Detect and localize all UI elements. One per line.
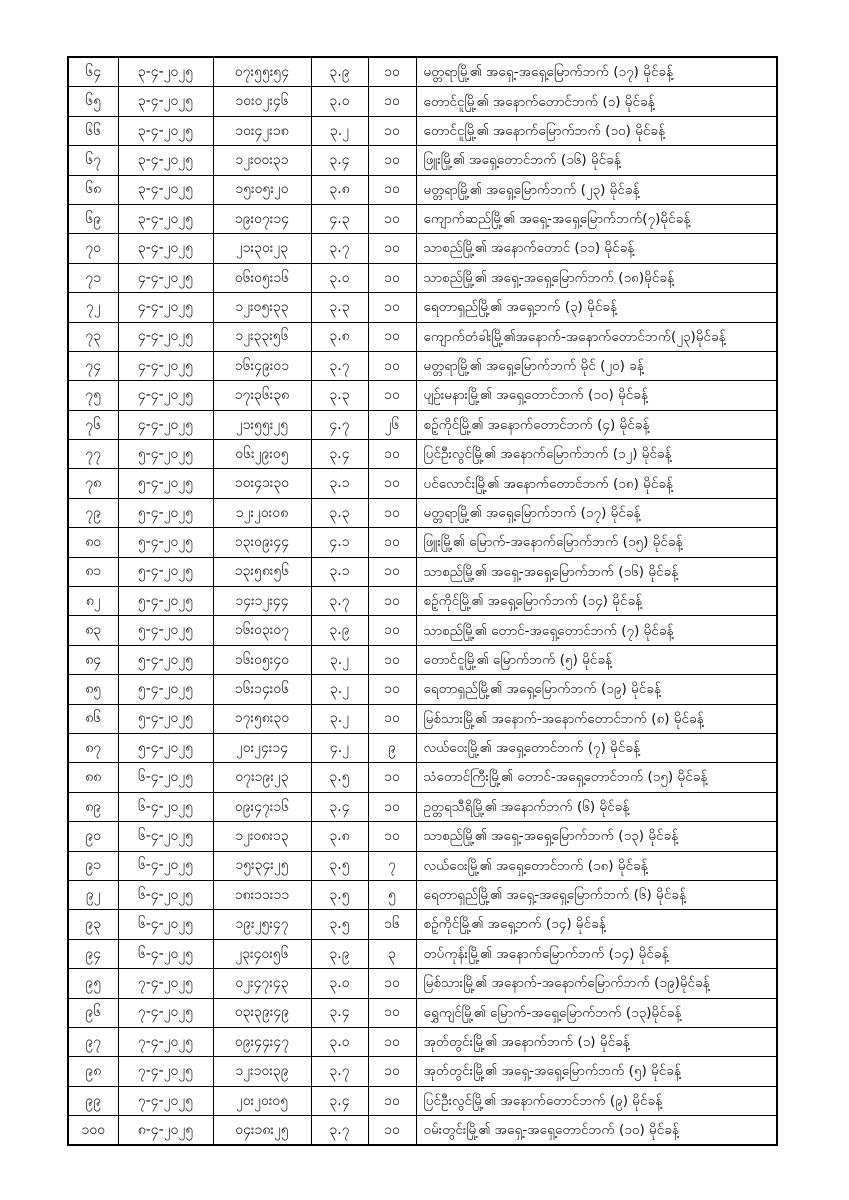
cell-time: ၁၇း၃၆း၃၈	[213, 381, 311, 410]
cell-time: ၀၇း၅၅း၅၄	[213, 57, 311, 87]
cell-depth: ၁၀	[368, 822, 416, 851]
cell-time: ၀၉း၄၄း၄၇	[213, 1027, 311, 1056]
table-row	[68, 1086, 777, 1115]
cell-date: ၃-၄-၂၀၂၅	[118, 146, 213, 175]
cell-location: တောင်ငူမြို့၏ မြောက်ဘက် (၅) မိုင်ခန့်	[416, 645, 777, 674]
cell-magnitude: ၃.၄	[311, 440, 368, 469]
cell-location: မြစ်သားမြို့၏ အနောက်-အနောက်တောင်ဘက် (၈) မိုင်ခန့်	[416, 704, 777, 733]
table-row	[68, 733, 777, 762]
cell-date: ၇-၄-၂၀၂၅	[118, 1086, 213, 1115]
cell-location: လယ်ဝေးမြို့၏ အရှေ့တောင်ဘက် (၁၈) မိုင်ခန့်	[416, 851, 777, 880]
cell-depth: ၁၀	[368, 263, 416, 292]
cell-row-number: ၇၈	[68, 469, 118, 498]
cell-time: ၂၀း၂၄း၁၄	[213, 733, 311, 762]
cell-magnitude: ၄.၂	[311, 733, 368, 762]
cell-magnitude: ၃.၅	[311, 763, 368, 792]
cell-time: ၁၆း၁၄း၀၆	[213, 675, 311, 704]
table-row	[68, 969, 777, 998]
cell-row-number: ၉၅	[68, 969, 118, 998]
cell-depth: ၁၀	[368, 351, 416, 380]
cell-date: ၇-၄-၂၀၂၅	[118, 969, 213, 998]
cell-time: ၁၃း၅၈း၅၆	[213, 557, 311, 586]
cell-depth: ၁၀	[368, 498, 416, 527]
cell-magnitude: ၃.၄	[311, 146, 368, 175]
cell-depth: ၁၀	[368, 116, 416, 145]
table-row	[68, 939, 777, 968]
cell-location: ဖြူးမြို့၏ အရှေ့တောင်ဘက် (၁၆) မိုင်ခန့်	[416, 146, 777, 175]
cell-depth: ၁၀	[368, 1116, 416, 1146]
cell-location: ရွှေကျင်မြို့၏ မြောက်-အရှေ့မြောက်ဘက် (၁၃)မိုင်ခန့်	[416, 998, 777, 1027]
cell-magnitude: ၄.၃	[311, 204, 368, 233]
cell-time: ၁၂း၂၀း၀၈	[213, 498, 311, 527]
cell-depth: ၁၀	[368, 704, 416, 733]
cell-time: ၂၁း၅၅း၂၅	[213, 410, 311, 439]
table-row	[68, 175, 777, 204]
cell-row-number: ၆၈	[68, 175, 118, 204]
cell-location: ပြင်ဦးလွင်မြို့၏ အနောက်တောင်ဘက် (၉) မိုင်ခန့်	[416, 1086, 777, 1115]
cell-magnitude: ၃.၅	[311, 851, 368, 880]
cell-location: ကျောက်တံခါးမြို့၏အနောက်-အနောက်တောင်ဘက်(၂၃)မိုင်ခန့်	[416, 322, 777, 351]
cell-location: မတ္တရာမြို့၏ အရှေ့မြောက်ဘက် (၂၃) မိုင်ခန့်	[416, 175, 777, 204]
cell-magnitude: ၃.၈	[311, 822, 368, 851]
cell-date: ၆-၄-၂၀၂၅	[118, 910, 213, 939]
cell-magnitude: ၃.၃	[311, 498, 368, 527]
cell-depth: ၁၀	[368, 1027, 416, 1056]
cell-location: ပျဉ်းမနားမြို့၏ အရှေ့တောင်ဘက် (၁၀) မိုင်ခန့်	[416, 381, 777, 410]
cell-date: ၈-၄-၂၀၂၅	[118, 1116, 213, 1146]
cell-row-number: ၆၇	[68, 146, 118, 175]
cell-location: မတ္တရာမြို့၏ အရှေ့မြောက်ဘက် မိုင် (၂၀) ခန့်	[416, 351, 777, 380]
cell-magnitude: ၃.၇	[311, 351, 368, 380]
cell-row-number: ၈၂	[68, 587, 118, 616]
cell-location: ရေတာရှည်မြို့၏ အရှေ့ဘက် (၃) မိုင်ခန့်	[416, 293, 777, 322]
table-row	[68, 528, 777, 557]
cell-location: ပင်လောင်းမြို့၏ အနောက်တောင်ဘက် (၁၈) မိုင်ခန့်	[416, 469, 777, 498]
cell-row-number: ၆၄	[68, 57, 118, 87]
cell-row-number: ၆၉	[68, 204, 118, 233]
cell-time: ၁၅း၃၄း၂၅	[213, 851, 311, 880]
cell-row-number: ၁၀၀	[68, 1116, 118, 1146]
cell-time: ၁၀း၄၂း၁၈	[213, 116, 311, 145]
cell-date: ၆-၄-၂၀၂၅	[118, 851, 213, 880]
cell-row-number: ၇၉	[68, 498, 118, 527]
table-row	[68, 704, 777, 733]
table-row	[68, 1057, 777, 1086]
cell-location: သာစည်မြို့၏ အရှေ့-အရှေ့မြောက်ဘက် (၁၃) မိုင်ခန့်	[416, 822, 777, 851]
cell-magnitude: ၃.၂	[311, 116, 368, 145]
cell-time: ၁၅း၀၅း၂၀	[213, 175, 311, 204]
cell-magnitude: ၃.၁	[311, 469, 368, 498]
cell-location: ပြင်ဦးလွင်မြို့၏ အနောက်မြောက်ဘက် (၁၂) မိုင်ခန့်	[416, 440, 777, 469]
cell-row-number: ၆၅	[68, 87, 118, 116]
cell-location: သာစည်မြို့၏ အရှေ့-အရှေ့မြောက်ဘက် (၁၆) မိုင်ခန့်	[416, 557, 777, 586]
cell-magnitude: ၃.၂	[311, 675, 368, 704]
cell-location: တောင်ငူမြို့၏ အနောက်တောင်ဘက် (၁) မိုင်ခန့်	[416, 87, 777, 116]
cell-depth: ၁၀	[368, 616, 416, 645]
cell-date: ၃-၄-၂၀၂၅	[118, 87, 213, 116]
cell-time: ၀၃း၃၉း၄၉	[213, 998, 311, 1027]
cell-time: ၂၀း၂၀း၀၅	[213, 1086, 311, 1115]
table-row	[68, 440, 777, 469]
table-row	[68, 763, 777, 792]
cell-row-number: ၉၇	[68, 1027, 118, 1056]
cell-date: ၅-၄-၂၀၂၅	[118, 675, 213, 704]
cell-date: ၇-၄-၂၀၂၅	[118, 998, 213, 1027]
cell-time: ၁၂း၀၅း၃၃	[213, 293, 311, 322]
cell-date: ၅-၄-၂၀၂၅	[118, 616, 213, 645]
cell-magnitude: ၃.၀	[311, 969, 368, 998]
cell-location: ဖြူးမြို့၏ မြောက်-အနောက်မြောက်ဘက် (၁၅) မိုင်ခန့်	[416, 528, 777, 557]
cell-row-number: ၉၂	[68, 880, 118, 909]
cell-date: ၅-၄-၂၀၂၅	[118, 498, 213, 527]
cell-date: ၅-၄-၂၀၂၅	[118, 733, 213, 762]
cell-depth: ၁၀	[368, 587, 416, 616]
cell-row-number: ၉၀	[68, 822, 118, 851]
cell-time: ၁၉း၀၇း၁၄	[213, 204, 311, 233]
earthquake-records-table	[67, 56, 778, 1146]
cell-location: တောင်ငူမြို့၏ အနောက်မြောက်ဘက် (၁၀) မိုင်ခန့်	[416, 116, 777, 145]
cell-row-number: ၇၆	[68, 410, 118, 439]
cell-date: ၄-၄-၂၀၂၅	[118, 351, 213, 380]
cell-date: ၆-၄-၂၀၂၅	[118, 939, 213, 968]
table-row	[68, 645, 777, 674]
cell-row-number: ၈၉	[68, 792, 118, 821]
cell-time: ၀၉း၄၇း၁၆	[213, 792, 311, 821]
cell-magnitude: ၃.၉	[311, 57, 368, 87]
cell-location: စဥ့်ကိုင်မြို့၏ အရှေ့ဘက် (၁၄) မိုင်ခန့်	[416, 910, 777, 939]
cell-row-number: ၈၄	[68, 645, 118, 674]
table-row	[68, 998, 777, 1027]
table-row	[68, 469, 777, 498]
cell-depth: ၁၀	[368, 57, 416, 87]
table-row	[68, 822, 777, 851]
cell-depth: ၁၀	[368, 557, 416, 586]
cell-location: မြစ်သားမြို့၏ အနောက်-အနောက်မြောက်ဘက် (၁၉)မိုင်ခန့်	[416, 969, 777, 998]
cell-date: ၄-၄-၂၀၂၅	[118, 410, 213, 439]
cell-depth: ၁၀	[368, 87, 416, 116]
table-row	[68, 351, 777, 380]
cell-depth: ၁၀	[368, 293, 416, 322]
cell-location: မတ္တရာမြို့၏ အရှေ့မြောက်ဘက် (၁၇) မိုင်ခန့်	[416, 498, 777, 527]
table-row	[68, 910, 777, 939]
cell-depth: ၅	[368, 880, 416, 909]
cell-date: ၅-၄-၂၀၂၅	[118, 440, 213, 469]
cell-magnitude: ၃.၀	[311, 1027, 368, 1056]
table-row	[68, 557, 777, 586]
table-row	[68, 381, 777, 410]
cell-row-number: ၇၇	[68, 440, 118, 469]
cell-row-number: ၈၅	[68, 675, 118, 704]
table-row	[68, 204, 777, 233]
cell-row-number: ၈၀	[68, 528, 118, 557]
table-row	[68, 410, 777, 439]
cell-magnitude: ၃.၂	[311, 704, 368, 733]
cell-magnitude: ၃.၄	[311, 792, 368, 821]
cell-time: ၁၆း၀၅း၄၀	[213, 645, 311, 674]
cell-magnitude: ၃.၂	[311, 645, 368, 674]
cell-location: လယ်ဝေးမြို့၏ အရှေ့တောင်ဘက် (၇) မိုင်ခန့်	[416, 733, 777, 762]
cell-depth: ၉	[368, 733, 416, 762]
table-row	[68, 87, 777, 116]
table-row	[68, 675, 777, 704]
cell-time: ၁၄း၁၂း၄၄	[213, 587, 311, 616]
cell-date: ၄-၄-၂၀၂၅	[118, 263, 213, 292]
cell-time: ၁၂း၃၃း၅၆	[213, 322, 311, 351]
cell-magnitude: ၃.၇	[311, 234, 368, 263]
cell-time: ၁၂း၁၀း၃၉	[213, 1057, 311, 1086]
cell-magnitude: ၃.၉	[311, 939, 368, 968]
cell-depth: ၁၀	[368, 146, 416, 175]
cell-time: ၂၃း၄၀း၅၆	[213, 939, 311, 968]
cell-date: ၆-၄-၂၀၂၅	[118, 822, 213, 851]
cell-time: ၁၀း၀၂း၄၆	[213, 87, 311, 116]
cell-time: ၁၆း၄၉း၀၁	[213, 351, 311, 380]
cell-location: သာစည်မြို့၏ အရှေ့-အရှေ့မြောက်ဘက် (၁၈)မိုင်ခန့်	[416, 263, 777, 292]
cell-date: ၆-၄-၂၀၂၅	[118, 763, 213, 792]
table-row	[68, 616, 777, 645]
cell-time: ၀၆း၀၅း၁၆	[213, 263, 311, 292]
cell-time: ၁၀း၄၁း၃၀	[213, 469, 311, 498]
table-row	[68, 587, 777, 616]
cell-time: ၀၇း၁၉း၂၃	[213, 763, 311, 792]
cell-date: ၃-၄-၂၀၂၅	[118, 57, 213, 87]
cell-row-number: ၈၃	[68, 616, 118, 645]
cell-depth: ၁၀	[368, 792, 416, 821]
cell-location: ကျောက်ဆည်မြို့၏ အရှေ့-အရှေ့မြောက်ဘက်(၇)မိုင်ခန့်	[416, 204, 777, 233]
cell-location: ရေတာရှည်မြို့၏ အရှေ့-အရှေ့မြောက်ဘက် (၆) မိုင်ခန့်	[416, 880, 777, 909]
cell-depth: ၁၀	[368, 969, 416, 998]
cell-depth: ၁၀	[368, 675, 416, 704]
cell-row-number: ၉၁	[68, 851, 118, 880]
cell-location: သာစည်မြို့၏ အနောက်တောင် (၁၁) မိုင်ခန့်	[416, 234, 777, 263]
cell-depth: ၂၆	[368, 410, 416, 439]
table-row	[68, 322, 777, 351]
cell-location: စဥ့်ကိုင်မြို့၏ အနောက်တောင်ဘက် (၄) မိုင်ခန့်	[416, 410, 777, 439]
cell-depth: ၁၀	[368, 381, 416, 410]
cell-depth: ၁၀	[368, 469, 416, 498]
cell-time: ၁၈း၁၁း၁၁	[213, 880, 311, 909]
cell-depth: ၁၀	[368, 998, 416, 1027]
table-row	[68, 498, 777, 527]
cell-row-number: ၇၂	[68, 293, 118, 322]
cell-row-number: ၈၆	[68, 704, 118, 733]
cell-depth: ၁၀	[368, 645, 416, 674]
cell-row-number: ၇၅	[68, 381, 118, 410]
cell-date: ၅-၄-၂၀၂၅	[118, 557, 213, 586]
cell-magnitude: ၄.၇	[311, 410, 368, 439]
cell-date: ၆-၄-၂၀၂၅	[118, 792, 213, 821]
cell-depth: ၁၀	[368, 763, 416, 792]
cell-location: အုတ်တွင်းမြို့၏ အရှေ့-အရှေ့မြောက်ဘက် (၅) မိုင်ခန့်	[416, 1057, 777, 1086]
quake-table-body	[68, 57, 777, 1145]
cell-date: ၅-၄-၂၀၂၅	[118, 528, 213, 557]
cell-date: ၃-၄-၂၀၂၅	[118, 116, 213, 145]
table-row	[68, 146, 777, 175]
cell-magnitude: ၃.၀	[311, 263, 368, 292]
cell-date: ၇-၄-၂၀၂၅	[118, 1027, 213, 1056]
table-row	[68, 57, 777, 87]
cell-magnitude: ၃.၅	[311, 910, 368, 939]
cell-magnitude: ၃.၈	[311, 175, 368, 204]
cell-depth: ၁၀	[368, 322, 416, 351]
cell-magnitude: ၃.၃	[311, 381, 368, 410]
table-row	[68, 116, 777, 145]
table-row	[68, 880, 777, 909]
cell-time: ၁၆း၀၃း၀၇	[213, 616, 311, 645]
earthquake-table-container	[67, 56, 778, 1146]
cell-row-number: ၇၃	[68, 322, 118, 351]
cell-row-number: ၆၆	[68, 116, 118, 145]
cell-date: ၄-၄-၂၀၂၅	[118, 293, 213, 322]
cell-date: ၅-၄-၂၀၂၅	[118, 469, 213, 498]
cell-row-number: ၈၁	[68, 557, 118, 586]
cell-location: ဥတ္တရသီရိမြို့၏ အနောက်ဘက် (၆) မိုင်ခန့်	[416, 792, 777, 821]
cell-time: ၁၇း၅၈း၃၀	[213, 704, 311, 733]
cell-depth: ၁၀	[368, 528, 416, 557]
cell-magnitude: ၃.၉	[311, 616, 368, 645]
cell-location: ဝမ်းတွင်းမြို့၏ အရှေ့-အရှေ့တောင်ဘက် (၁၀) မိုင်ခန့်	[416, 1116, 777, 1146]
cell-depth: ၇	[368, 851, 416, 880]
cell-magnitude: ၃.၇	[311, 1116, 368, 1146]
cell-magnitude: ၃.၅	[311, 880, 368, 909]
cell-row-number: ၈၈	[68, 763, 118, 792]
cell-row-number: ၉၆	[68, 998, 118, 1027]
cell-magnitude: ၃.၄	[311, 1086, 368, 1115]
cell-location: မတ္တရာမြို့၏ အရှေ့-အရှေ့မြောက်ဘက် (၁၇) မိုင်ခန့်	[416, 57, 777, 87]
cell-row-number: ၈၇	[68, 733, 118, 762]
cell-time: ၀၆း၂၉း၀၅	[213, 440, 311, 469]
cell-time: ၁၉း၂၅း၄၇	[213, 910, 311, 939]
cell-time: ၁၂း၀၈း၁၃	[213, 822, 311, 851]
cell-time: ၀၂း၄၇း၄၃	[213, 969, 311, 998]
cell-depth: ၁၀	[368, 234, 416, 263]
cell-date: ၃-၄-၂၀၂၅	[118, 234, 213, 263]
table-row	[68, 234, 777, 263]
cell-date: ၆-၄-၂၀၂၅	[118, 880, 213, 909]
cell-row-number: ၇၀	[68, 234, 118, 263]
cell-row-number: ၇၄	[68, 351, 118, 380]
cell-magnitude: ၃.၁	[311, 557, 368, 586]
cell-location: ရေတာရှည်မြို့၏ အရှေ့မြောက်ဘက် (၁၉) မိုင်ခန့်	[416, 675, 777, 704]
cell-magnitude: ၃.၇	[311, 587, 368, 616]
cell-time: ၁၃း၀၉း၄၄	[213, 528, 311, 557]
table-row	[68, 1027, 777, 1056]
table-row	[68, 293, 777, 322]
cell-date: ၃-၄-၂၀၂၅	[118, 175, 213, 204]
cell-magnitude: ၃.၇	[311, 1057, 368, 1086]
cell-date: ၇-၄-၂၀၂၅	[118, 1057, 213, 1086]
cell-date: ၅-၄-၂၀၂၅	[118, 645, 213, 674]
cell-time: ၂၁း၃၀း၂၃	[213, 234, 311, 263]
cell-location: စဥ့်ကိုင်မြို့၏ အရှေ့မြောက်ဘက် (၁၄) မိုင်ခန့်	[416, 587, 777, 616]
cell-row-number: ၉၃	[68, 910, 118, 939]
cell-location: အုတ်တွင်းမြို့၏ အနောက်ဘက် (၁) မိုင်ခန့်	[416, 1027, 777, 1056]
cell-date: ၄-၄-၂၀၂၅	[118, 381, 213, 410]
cell-date: ၅-၄-၂၀၂၅	[118, 587, 213, 616]
cell-depth: ၁၀	[368, 440, 416, 469]
table-row	[68, 263, 777, 292]
cell-date: ၃-၄-၂၀၂၅	[118, 204, 213, 233]
cell-row-number: ၉၈	[68, 1057, 118, 1086]
cell-magnitude: ၃.၃	[311, 293, 368, 322]
cell-depth: ၁၀	[368, 1086, 416, 1115]
cell-row-number: ၇၁	[68, 263, 118, 292]
cell-depth: ၁၀	[368, 204, 416, 233]
cell-row-number: ၉၄	[68, 939, 118, 968]
cell-magnitude: ၃.၀	[311, 87, 368, 116]
cell-magnitude: ၃.၄	[311, 998, 368, 1027]
table-row	[68, 1116, 777, 1146]
cell-magnitude: ၃.၈	[311, 322, 368, 351]
cell-row-number: ၉၉	[68, 1086, 118, 1115]
cell-depth: ၁၀	[368, 175, 416, 204]
cell-depth: ၁၆	[368, 910, 416, 939]
cell-location: သာစည်မြို့၏ တောင်-အရှေ့တောင်ဘက် (၇) မိုင်ခန့်	[416, 616, 777, 645]
cell-location: တပ်ကုန်းမြို့၏ အနောက်မြောက်ဘက် (၁၄) မိုင်ခန့်	[416, 939, 777, 968]
cell-magnitude: ၄.၁	[311, 528, 368, 557]
cell-date: ၄-၄-၂၀၂၅	[118, 322, 213, 351]
cell-time: ၀၄း၁၈း၂၅	[213, 1116, 311, 1146]
cell-date: ၅-၄-၂၀၂၅	[118, 704, 213, 733]
table-row	[68, 792, 777, 821]
table-row	[68, 851, 777, 880]
cell-depth: ၃	[368, 939, 416, 968]
cell-location: သံတောင်ကြီးမြို့၏ တောင်-အရှေ့တောင်ဘက် (၁၅) မိုင်ခန့်	[416, 763, 777, 792]
cell-depth: ၁၀	[368, 1057, 416, 1086]
cell-time: ၁၂း၀၀း၃၁	[213, 146, 311, 175]
